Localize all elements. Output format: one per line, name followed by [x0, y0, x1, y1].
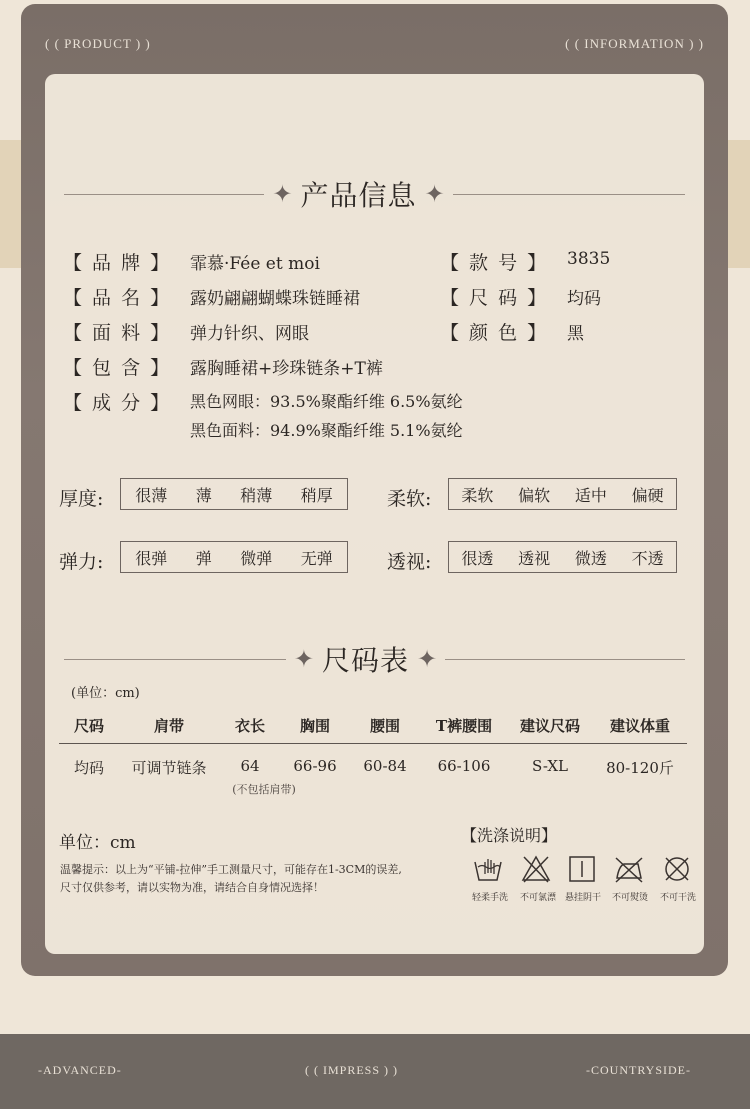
- thickness-option: 很薄: [135, 485, 168, 505]
- size-chart-unit-note: (单位：cm): [71, 686, 140, 701]
- wash-caption: 不可干洗: [660, 893, 697, 903]
- no-iron-icon: [614, 854, 644, 884]
- elasticity-scale: [120, 541, 348, 573]
- fabric-value: 弹力针织、网眼: [190, 324, 309, 344]
- product-info-heading: [45, 174, 704, 214]
- includes-key: 【 包 含 】: [63, 357, 172, 379]
- size-key: 【 尺 码 】: [440, 287, 549, 309]
- wash-caption: 不可熨烫: [612, 893, 649, 903]
- wash-title: 【洗涤说明】: [461, 826, 558, 845]
- sparkle-icon: ✦: [424, 180, 445, 208]
- color-value: 黑: [567, 324, 584, 344]
- elasticity-option: 无弹: [300, 548, 333, 568]
- sparkle-icon: ✦: [272, 180, 293, 208]
- brand-value: 霏慕·Fée et moi: [190, 254, 320, 274]
- thickness-label: 厚度:: [59, 488, 104, 510]
- composition-line-1: 黑色网眼：93.5%聚酯纤维 6.5%氨纶: [190, 392, 463, 411]
- color-key: 【 颜 色 】: [440, 322, 549, 344]
- header-right-label: ( ( INFORMATION ) ): [565, 36, 704, 51]
- fabric-key: 【 面 料 】: [63, 322, 172, 344]
- thickness-option: 稍厚: [300, 485, 333, 505]
- brand-key: 【 品 牌 】: [63, 252, 172, 274]
- size-table-cell: 80-120斤: [606, 759, 674, 777]
- tip-line-2: 尺寸仅供参考，请以实物为准，请结合自身情况选择！: [60, 881, 324, 894]
- size-value: 均码: [567, 289, 601, 309]
- softness-option: 柔软: [461, 485, 494, 505]
- no-bleach-icon: [521, 854, 551, 884]
- sheerness-option: 很透: [461, 548, 494, 568]
- hand-wash-icon: [473, 854, 503, 884]
- size-chart-title: 尺码表: [321, 644, 409, 677]
- size-table-cell: 66-96: [293, 757, 337, 775]
- divider-line: [64, 194, 264, 195]
- size-table-cell: 60-84: [363, 757, 407, 775]
- softness-option: 偏硬: [631, 485, 664, 505]
- sheerness-scale: [448, 541, 677, 573]
- table-row: [59, 757, 687, 778]
- divider-line: [64, 659, 286, 660]
- size-table-header-cell: 胸围: [299, 717, 330, 735]
- footer-left-label: -ADVANCED-: [38, 1063, 122, 1077]
- style-no-value: 3835: [567, 249, 611, 269]
- size-table: [59, 715, 687, 805]
- sheerness-option: 不透: [631, 548, 664, 568]
- hang-dry-icon: [567, 854, 597, 884]
- footer-right-label: -COUNTRYSIDE-: [586, 1063, 691, 1077]
- tip-line-1: 温馨提示：以上为“平铺-拉伸”手工测量尺寸，可能存在1-3CM的误差,: [60, 863, 402, 876]
- elasticity-label: 弹力:: [59, 551, 104, 573]
- name-key: 【 品 名 】: [63, 287, 172, 309]
- size-table-header-cell: 建议尺码: [519, 717, 580, 735]
- sparkle-icon: ✦: [417, 645, 438, 673]
- footer-bar: [0, 1034, 750, 1109]
- size-table-header-cell: 尺码: [73, 717, 104, 735]
- sparkle-icon: ✦: [293, 645, 314, 673]
- size-table-cell: 可调节链条: [131, 759, 207, 777]
- length-note: (不包括肩带): [232, 783, 296, 796]
- divider-line: [445, 659, 685, 660]
- sheerness-label: 透视:: [387, 551, 432, 573]
- size-table-header-cell: T裤腰围: [435, 717, 493, 735]
- size-table-cell: 均码: [73, 759, 104, 777]
- size-table-cell: 64: [240, 757, 260, 775]
- wash-caption: 轻柔手洗: [472, 893, 509, 903]
- sheerness-option: 微透: [574, 548, 607, 568]
- divider-line: [453, 194, 685, 195]
- softness-scale: [448, 478, 677, 510]
- thickness-option: 稍薄: [240, 485, 273, 505]
- info-card: [45, 74, 704, 954]
- thickness-scale: [120, 478, 348, 510]
- size-table-header-cell: 肩带: [153, 717, 184, 735]
- softness-label: 柔软:: [387, 488, 432, 510]
- composition-key: 【 成 分 】: [63, 392, 172, 414]
- composition-line-2: 黑色面料：94.9%聚酯纤维 5.1%氨纶: [190, 421, 463, 440]
- size-table-header-cell: 衣长: [234, 717, 265, 735]
- size-table-divider: [59, 743, 687, 744]
- softness-option: 适中: [574, 485, 607, 505]
- size-table-header: [59, 715, 687, 736]
- footer-center-label: ( ( IMPRESS ) ): [305, 1063, 399, 1077]
- softness-option: 偏软: [518, 485, 551, 505]
- product-info-title: 产品信息: [300, 179, 417, 212]
- no-dry-clean-icon: [662, 854, 692, 884]
- elasticity-option: 弹: [195, 548, 212, 568]
- unit-note: 单位：cm: [59, 833, 136, 853]
- thickness-option: 薄: [195, 485, 212, 505]
- wash-caption: 不可氯漂: [520, 893, 557, 903]
- size-chart-heading: [45, 639, 704, 679]
- size-table-cell: 66-106: [437, 757, 491, 775]
- size-table-header-cell: 腰围: [369, 717, 400, 735]
- style-no-key: 【 款 号 】: [440, 252, 549, 274]
- header-left-label: ( ( PRODUCT ) ): [45, 36, 151, 51]
- size-table-header-cell: 建议体重: [609, 717, 670, 735]
- includes-value: 露胸睡裙+珍珠链条+T裤: [190, 359, 383, 379]
- size-table-cell: S-XL: [532, 757, 568, 775]
- elasticity-option: 微弹: [240, 548, 273, 568]
- elasticity-option: 很弹: [135, 548, 168, 568]
- wash-caption: 悬挂阴干: [565, 893, 602, 903]
- name-value: 露奶翩翩蝴蝶珠链睡裙: [190, 289, 360, 309]
- sheerness-option: 透视: [518, 548, 551, 568]
